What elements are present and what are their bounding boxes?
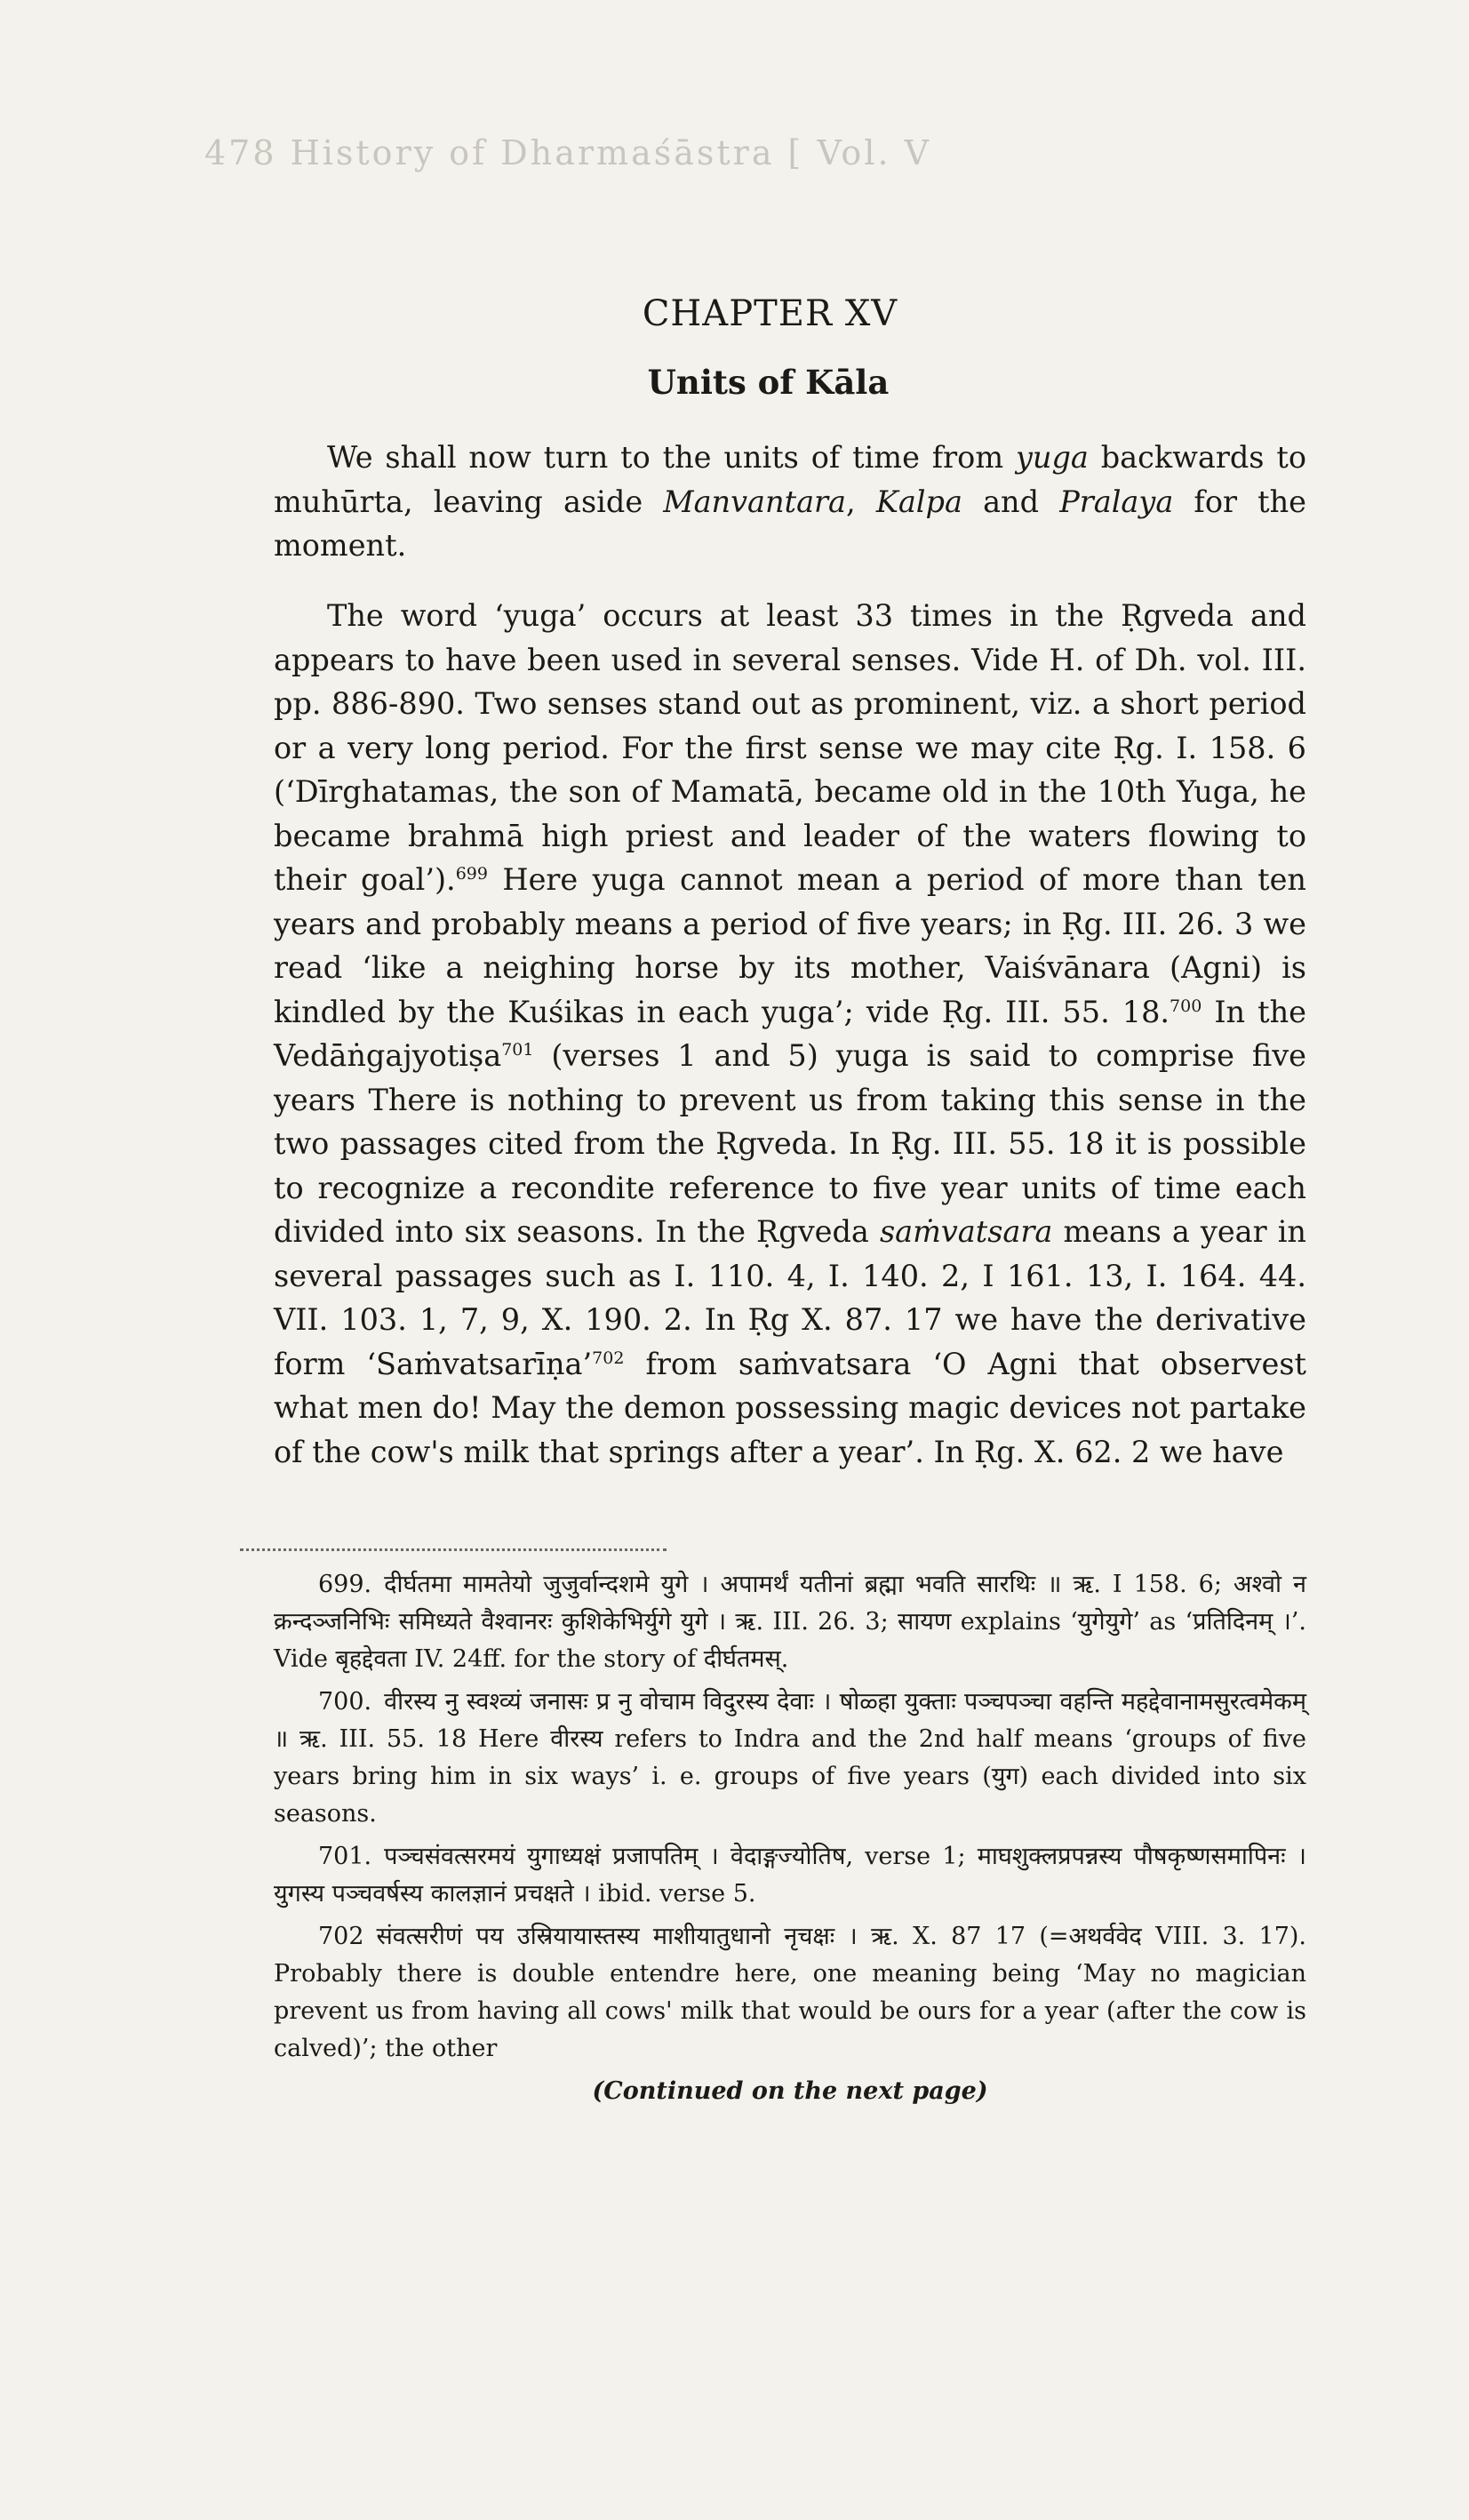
chapter-heading [0,293,1469,334]
footnote-number: 701. [318,1843,372,1870]
text-run: The word ‘yuga’ occurs at least 33 times in the Ṛgveda and appears to have been used in several senses. Vide H. of Dh. vol. III. pp. 886-890. Two senses stand out as prominent, viz. a short period or a very long period. For the first sense we may cite Ṛg. I. 158. 6 (‘Dīrghatamas, the son of Mamatā, became old in the 10th Yuga, he became brahmā high priest and leader of the waters flowing to their goal’). [274,598,1306,897]
footnote-number: 699. [318,1571,372,1598]
footnote-ref: 699 [455,863,488,884]
footnote-ref: 700 [1170,996,1202,1016]
footnote-ref: 701 [501,1039,534,1060]
footnote-number: 702 [318,1923,364,1950]
italic-term: Manvantara [663,484,847,519]
italic-term: Kalpa [875,484,962,519]
italic-term: yuga [1015,440,1089,475]
text-run: We shall now turn to the units of time from [327,440,1016,475]
footnote-text: पञ्चसंवत्सरमयं युगाध्यक्षं प्रजापतिम् । वेदाङ्गज्योतिष, verse 1; माघशुक्लप्रपन्नस्य पौषकृष्णसमापिनः । युगस्य पञ्चवर्षस्य कालज्ञानं प्रचक्षते । ibid. verse 5. [274,1843,1306,1908]
footnote-number: 700. [318,1688,372,1716]
text-run: from saṁvatsara ‘O Agni that observest what men do! May the demon possessing magic devices not partake of the cow's milk that springs after a year’. In Ṛg. X. 62. 2 we have [274,1346,1306,1469]
italic-term: saṁvatsara [879,1214,1053,1249]
footnote-ref: 702 [592,1348,625,1368]
section-title [0,363,1469,402]
text-run: , [846,484,876,519]
footnote [274,1566,1306,1678]
text-run: backwards to muhūrta, leaving aside [274,440,1306,519]
text-run: means a year in several passages such as I. 110. 4, I. 140. 2, I 161. 13, I. 164. 44. VII. 103. 1, 7, 9, X. 190. 2. In Ṛg X. 87. 17 we have the derivative form ‘Saṁvatsarīṇa’ [274,1214,1306,1381]
text-run: for the moment. [274,484,1306,563]
continued-note: (Continued on the next page) [592,2077,988,2105]
italic-term: Pralaya [1059,484,1174,519]
footnote-text: वीरस्य नु स्वश्व्यं जनासः प्र नु वोचाम विदुरस्य देवाः । षोळ्हा युक्ताः पञ्चपञ्चा वहन्ति महद्देवानामसुरत्वमेकम् ॥ ऋ. III. 55. 18 Here वीरस्य refers to Indra and the 2nd half means ‘groups of five years bring him in six ways’ i. e. groups of five years (युग) each divided into six seasons. [274,1688,1306,1828]
paragraph-1 [274,436,1306,568]
chapter-heading-text: CHAPTER XV [642,293,898,334]
footnote-text: संवत्सरीणं पय उस्रियायास्तस्य माशीयातुधानो नृचक्षः । ऋ. X. 87 17 (=अथर्ववेद VIII. 3. 17). Probably there is double entendre here, one meaning being ‘May no magician prevent us from having all cows' milk that would be ours for a year (after the cow is calved)’; the other [274,1923,1306,2062]
footnote [274,1838,1306,1913]
footnote [274,1918,1306,2068]
text-run: In the Vedāṅgajyotiṣa [274,994,1307,1073]
paragraph-2 [274,594,1306,1474]
footnotes [274,1566,1306,2110]
section-title-text: Units of Kāla [647,363,890,402]
footnote-separator [240,1548,667,1551]
text-run: and [962,484,1060,519]
footnote [274,1684,1306,1833]
faded-running-header: 478 History of Dharmaśāstra [ Vol. V [204,133,932,172]
text-run: Here yuga cannot mean a period of more than ten years and probably means a period of five years; in Ṛg. III. 26. 3 we read ‘like a neighing horse by its mother, Vaiśvānara (Agni) is kindled by the Kuśikas in each yuga’; vide Ṛg. III. 55. 18. [274,862,1307,1029]
text-run: (verses 1 and 5) yuga is said to comprise five years There is nothing to prevent us from taking this sense in the two passages cited from the Ṛgveda. In Ṛg. III. 55. 18 it is possible to recognize a recondite reference to five year units of time each divided into six seasons. In the Ṛgveda [274,1038,1306,1249]
footnote-text: दीर्घतमा मामतेयो जुजुर्वान्दशमे युगे । अपामर्थं यतीनां ब्रह्मा भवति सारथिः ॥ ऋ. I 158. 6; अश्वो न क्रन्दञ्जनिभिः समिध्यते वैश्वानरः कुशिकेभिर्युगे युगे । ऋ. III. 26. 3; सायण explains ‘युगेयुगे’ as ‘प्रतिदिनम् ।’. Vide बृहद्देवता IV. 24ff. for the story of दीर्घतमस्. [274,1571,1306,1673]
